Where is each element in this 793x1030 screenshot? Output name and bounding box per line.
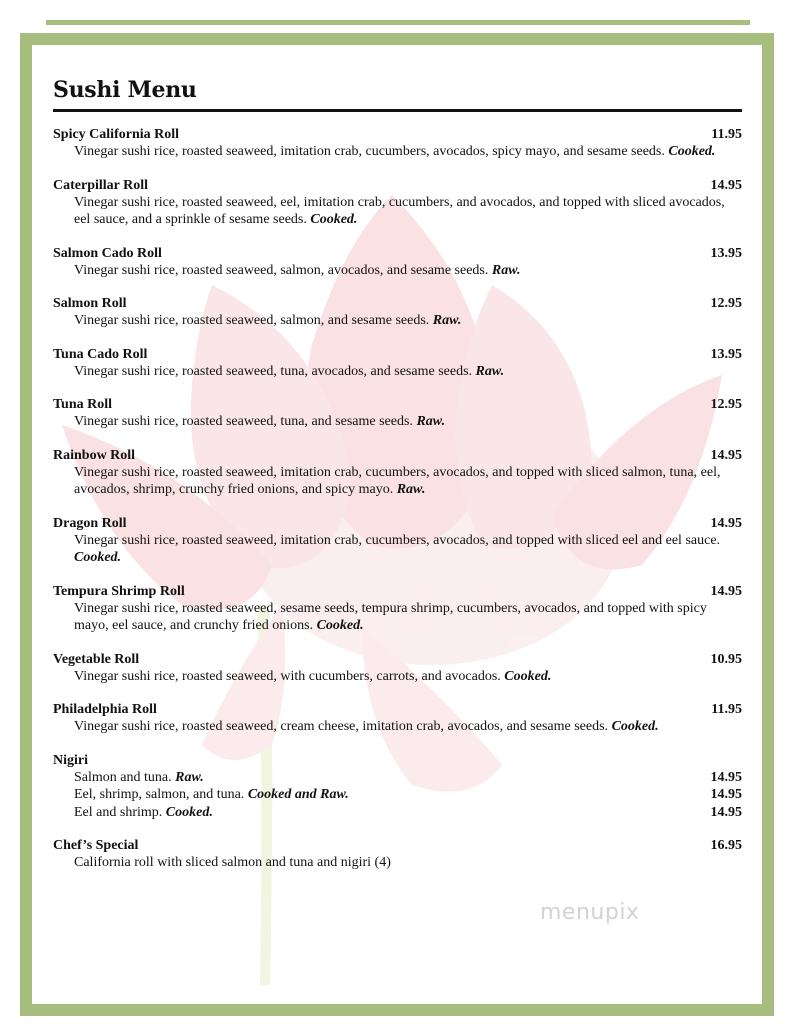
item-name: Rainbow Roll (53, 447, 136, 463)
item-name: Tempura Shrimp Roll (53, 583, 185, 599)
nigiri-lines (53, 769, 742, 822)
item-price: 13.95 (710, 346, 742, 362)
item-name: Caterpillar Roll (53, 177, 149, 193)
item-description (53, 718, 742, 736)
item-description-text: Vinegar sushi rice, roasted seaweed, tuna, and sesame seeds. (74, 414, 413, 429)
item-price: 14.95 (710, 447, 742, 463)
preparation-tag: Cooked. (165, 804, 213, 820)
item-name: Tuna Roll (53, 397, 113, 412)
title-divider (53, 109, 742, 112)
item-description (53, 413, 742, 431)
item-price: 14.95 (710, 583, 742, 599)
menu-item (53, 126, 742, 161)
preparation-tag: Raw. (175, 769, 204, 785)
nigiri-line (53, 804, 742, 822)
item-description (53, 312, 742, 330)
preparation-tag: Cooked. (504, 668, 552, 684)
preparation-tag: Cooked. (668, 144, 716, 159)
item-name: Philadelphia Roll (53, 702, 157, 717)
page-title: Sushi Menu (53, 77, 197, 103)
menu-item (53, 346, 742, 381)
preparation-tag: Cooked and Raw. (247, 787, 349, 802)
nigiri-line (53, 769, 742, 787)
preparation-tag: Raw. (475, 363, 505, 379)
item-name: Salmon Roll (53, 296, 127, 311)
item-price: 16.95 (710, 838, 742, 853)
nigiri-description-text: Eel, shrimp, salmon, and tuna. (74, 787, 245, 802)
item-description (53, 600, 742, 635)
item-price: 11.95 (711, 702, 742, 717)
item-description-text: Vinegar sushi rice, roasted seaweed, imitation crab, cucumbers, avocados, and topped with sliced salmon, tuna, eel, avocados, shrimp, crunchy fried onions, and spicy mayo. (74, 464, 721, 497)
nigiri-description-text: Eel and shrimp. (74, 804, 163, 820)
item-price: 14.95 (710, 515, 742, 531)
item-price: 14.95 (710, 769, 742, 785)
item-description-text: Vinegar sushi rice, roasted seaweed, cream cheese, imitation crab, avocados, and sesame seeds. (74, 719, 609, 734)
preparation-tag: Raw. (416, 414, 446, 429)
nigiri-description (74, 769, 210, 787)
preparation-tag: Raw. (491, 262, 521, 278)
item-description-text: Vinegar sushi rice, roasted seaweed, sesame seeds, tempura shrimp, cucumbers, avocados, and topped with spicy mayo, eel sauce, and crunchy fried onions. (74, 600, 707, 633)
menu-item (53, 583, 742, 635)
menu-item (53, 245, 742, 280)
item-description (53, 194, 742, 229)
item-description (53, 262, 742, 280)
preparation-tag: Raw. (396, 482, 426, 497)
item-name: Nigiri (53, 752, 88, 768)
menu-item (53, 515, 742, 567)
nigiri-description (74, 804, 219, 822)
item-name: Dragon Roll (53, 515, 127, 531)
menupix-watermark: menupix (540, 900, 640, 925)
nigiri-description (74, 786, 355, 804)
item-name: Tuna Cado Roll (53, 346, 148, 362)
item-name: Spicy California Roll (53, 127, 180, 142)
menu-item (53, 701, 742, 736)
preparation-tag: Cooked. (74, 550, 122, 565)
item-description (53, 668, 742, 686)
item-description (53, 532, 742, 567)
item-name: Vegetable Roll (53, 651, 140, 667)
preparation-tag: Raw. (432, 313, 462, 328)
item-description-text: Vinegar sushi rice, roasted seaweed, imitation crab, cucumbers, avocados, and topped with sliced eel and eel sauce. (74, 532, 721, 548)
preparation-tag: Cooked. (316, 618, 364, 633)
item-description-text: Vinegar sushi rice, roasted seaweed, imitation crab, cucumbers, avocados, spicy mayo, and sesame seeds. (74, 144, 665, 159)
menu-content (53, 45, 742, 888)
item-description: California roll with sliced salmon and tuna and nigiri (4) (74, 855, 391, 870)
item-description-text: Vinegar sushi rice, roasted seaweed, eel, imitation crab, cucumbers, and avocados, and topped with sliced avocados, eel sauce, and a sprinkle of sesame seeds. (74, 194, 725, 227)
item-price: 12.95 (710, 397, 742, 412)
item-description-text: Vinegar sushi rice, roasted seaweed, salmon, avocados, and sesame seeds. (74, 262, 489, 278)
item-name: Salmon Cado Roll (53, 245, 162, 261)
preparation-tag: Cooked. (611, 719, 659, 734)
menu-item (53, 396, 742, 431)
top-decorative-rule (46, 20, 750, 25)
item-price: 14.95 (710, 787, 742, 802)
item-description (53, 143, 742, 161)
item-description-text: Vinegar sushi rice, roasted seaweed, with cucumbers, carrots, and avocados. (74, 668, 501, 684)
item-price: 12.95 (710, 296, 742, 311)
menu-item-chefs-special (53, 837, 742, 872)
item-description (53, 363, 742, 381)
preparation-tag: Cooked. (310, 212, 358, 227)
menu-item (53, 295, 742, 330)
menu-item (53, 447, 742, 499)
menu-frame (20, 33, 774, 1016)
item-description-text: Vinegar sushi rice, roasted seaweed, salmon, and sesame seeds. (74, 313, 430, 328)
menu-items-list (53, 126, 742, 736)
item-price: 11.95 (711, 127, 742, 142)
menu-item (53, 177, 742, 229)
item-price: 13.95 (710, 245, 742, 261)
nigiri-description-text: Salmon and tuna. (74, 769, 172, 785)
item-description (53, 464, 742, 499)
nigiri-line (53, 786, 742, 804)
item-price: 14.95 (710, 177, 742, 193)
menu-item (53, 651, 742, 686)
item-name: Chef’s Special (53, 838, 139, 853)
menu-item-nigiri (53, 752, 742, 822)
item-description-text: Vinegar sushi rice, roasted seaweed, tuna, avocados, and sesame seeds. (74, 363, 473, 379)
item-price: 14.95 (710, 804, 742, 820)
item-price: 10.95 (710, 651, 742, 667)
